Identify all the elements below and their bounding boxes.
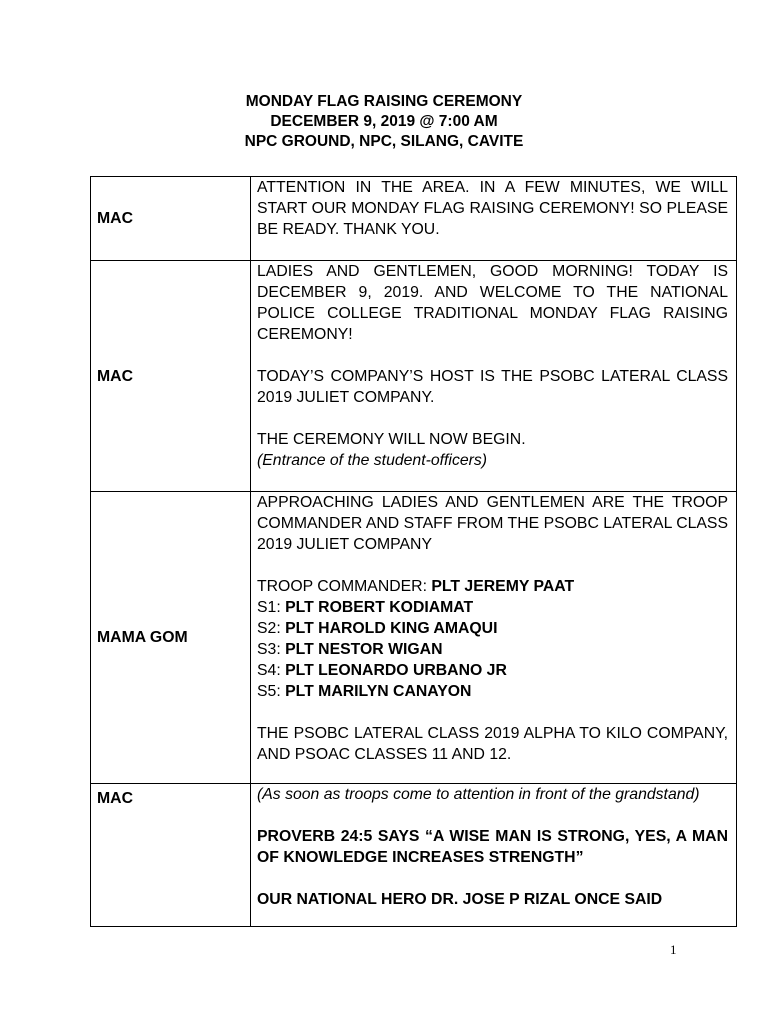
role-label: S2: xyxy=(257,620,286,637)
officer-name: PLT NESTOR WIGAN xyxy=(285,641,443,658)
script-paragraph: PROVERB 24:5 SAYS “A WISE MAN IS STRONG, YES, A MAN OF KNOWLEDGE INCREASES STRENGTH” xyxy=(257,828,728,866)
officer-name: PLT LEONARDO URBANO JR xyxy=(285,662,507,679)
role-label: S3: xyxy=(257,641,286,658)
roster-line xyxy=(257,639,728,660)
script-paragraph: THE PSOBC LATERAL CLASS 2019 ALPHA TO KILO COMPANY, AND PSOAC CLASSES 11 AND 12. xyxy=(257,725,728,763)
role-label: S5: xyxy=(257,683,286,700)
roster-line xyxy=(257,597,728,618)
table-row xyxy=(91,784,737,927)
script-paragraph: THE CEREMONY WILL NOW BEGIN. xyxy=(257,431,526,448)
stage-direction: (As soon as troops come to attention in front of the grandstand) xyxy=(257,786,700,803)
program-script-table xyxy=(90,176,737,927)
role-label: TROOP COMMANDER: xyxy=(257,578,432,595)
table-row xyxy=(91,492,737,784)
title-line-ceremony: MONDAY FLAG RAISING CEREMONY xyxy=(245,93,523,110)
roster-line xyxy=(257,576,728,597)
speaker-cell: MAC xyxy=(91,261,251,492)
page-number: 1 xyxy=(670,942,677,957)
officer-name: PLT HAROLD KING AMAQUI xyxy=(285,620,498,637)
speaker-cell: MAMA GOM xyxy=(91,492,251,784)
script-cell xyxy=(251,261,737,492)
title-line-venue: NPC GROUND, NPC, SILANG, CAVITE xyxy=(244,133,524,150)
script-cell xyxy=(251,784,737,927)
officer-name: PLT ROBERT KODIAMAT xyxy=(285,599,474,616)
table-row xyxy=(91,261,737,492)
script-cell xyxy=(251,492,737,784)
script-paragraph: ATTENTION IN THE AREA. IN A FEW MINUTES, WE WILL START OUR MONDAY FLAG RAISING CEREMONY! SO PLEASE BE READY. THANK YOU. xyxy=(257,179,728,238)
script-paragraph: TODAY’S COMPANY’S HOST IS THE PSOBC LATERAL CLASS 2019 JULIET COMPANY. xyxy=(257,368,728,406)
speaker-cell: MAC xyxy=(91,177,251,261)
speaker-cell: MAC xyxy=(91,784,251,927)
script-cell xyxy=(251,177,737,261)
table-row xyxy=(91,177,737,261)
role-label: S4: xyxy=(257,662,286,679)
role-label: S1: xyxy=(257,599,286,616)
script-paragraph: LADIES AND GENTLEMEN, GOOD MORNING! TODAY IS DECEMBER 9, 2019. AND WELCOME TO THE NATIONAL POLICE COLLEGE TRADITIONAL MONDAY FLAG RAISING CEREMONY! xyxy=(257,263,728,343)
officer-name: PLT MARILYN CANAYON xyxy=(285,683,472,700)
roster-line xyxy=(257,660,728,681)
script-paragraph: APPROACHING LADIES AND GENTLEMEN ARE THE TROOP COMMANDER AND STAFF FROM THE PSOBC LATERAL CLASS 2019 JULIET COMPANY xyxy=(257,494,728,553)
roster-line xyxy=(257,618,728,639)
roster-line xyxy=(257,681,728,702)
staff-roster xyxy=(257,576,728,702)
stage-direction: (Entrance of the student-officers) xyxy=(257,452,488,469)
script-paragraph: OUR NATIONAL HERO DR. JOSE P RIZAL ONCE SAID xyxy=(257,891,663,908)
title-line-date: DECEMBER 9, 2019 @ 7:00 AM xyxy=(270,113,498,130)
document-title xyxy=(0,92,768,152)
officer-name: PLT JEREMY PAAT xyxy=(431,578,575,595)
